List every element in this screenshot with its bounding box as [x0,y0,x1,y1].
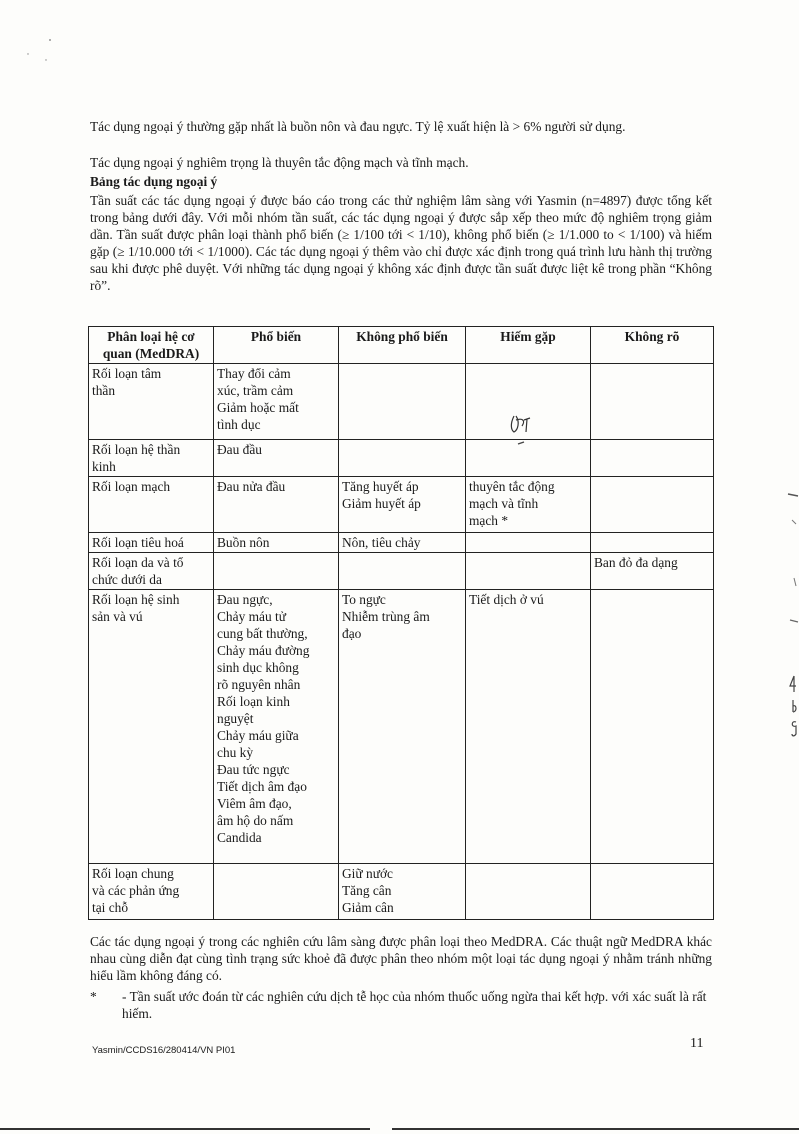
uncommon-cell [339,477,466,533]
unknown-cell [591,533,714,553]
rare-cell [466,590,591,864]
cell-text-line: Rối loạn tiêu hoá [92,535,184,550]
organ-class-cell [89,477,214,533]
unknown-cell [591,864,714,920]
cell-text-line: kinh [92,459,116,474]
cell-text-line: và các phản ứng [92,883,180,898]
rare-cell [466,533,591,553]
cell-text-line: mạch * [469,513,509,528]
organ-class-cell [89,440,214,477]
cell-text-line: Viêm âm đạo, [217,796,292,811]
intro-paragraph-2: Tác dụng ngoại ý nghiêm trọng là thuyên tắc động mạch và tĩnh mạch. [90,155,469,170]
intro-paragraph-1: Tác dụng ngoại ý thường gặp nhất là buồn nôn và đau ngực. Tỷ lệ xuất hiện là > 6% người sử dụng. [90,119,626,134]
cell-text-line: thần [92,383,116,398]
cell-text-line: xúc, trầm cảm [217,383,294,398]
table-row [89,590,714,864]
unknown-cell [591,440,714,477]
common-cell [214,364,339,440]
cell-text-line: Tiết dịch ở vú [469,592,544,607]
unknown-cell [591,590,714,864]
unknown-cell [591,477,714,533]
column-header: Không rõ [591,327,714,364]
cell-text-line: Rối loạn chung [92,866,174,881]
rare-cell [466,477,591,533]
cell-text-line: Chảy máu tử [217,609,286,624]
cell-text-line: thuyên tắc động [469,479,555,494]
common-cell [214,533,339,553]
cell-text-line: Ban đỏ đa dạng [594,555,678,570]
table-row [89,440,714,477]
cell-text-line: Candida [217,830,262,845]
bottom-rule-left [0,1128,370,1130]
column-header: Phân loại hệ cơ quan (MedDRA) [89,327,214,364]
cell-text-line: đạo [342,626,362,641]
rare-cell [466,864,591,920]
column-header: Hiếm gặp [466,327,591,364]
scan-speck-marks [20,30,60,70]
table-body [89,364,714,920]
cell-text-line: Nhiễm trùng âm [342,609,430,624]
handwritten-initials-mark [508,410,534,450]
cell-text-line: Giữ nước [342,866,393,881]
footnote-mark: * [90,989,97,1004]
cell-text-line: Tăng cân [342,883,392,898]
organ-class-cell [89,590,214,864]
cell-text-line: Tăng huyết áp [342,479,419,494]
organ-class-cell [89,364,214,440]
scan-edge-marks [782,490,799,750]
table-row [89,477,714,533]
footnote-text: - Tần suất ước đoán từ các nghiên cứu dịch tễ học của nhóm thuốc uống ngừa thai kết hợp. với xác suất là rất hiếm. [122,989,707,1021]
table-header-row [89,327,714,364]
cell-text-line: chức dưới da [92,572,162,587]
cell-text-line: Rối loạn da và tổ [92,555,184,570]
cell-text-line: Thay đổi cảm [217,366,291,381]
column-header: Phổ biến [214,327,339,364]
cell-text-line: Giảm huyết áp [342,496,421,511]
adverse-reactions-table [88,326,714,920]
organ-class-cell [89,553,214,590]
table-row [89,864,714,920]
after-table-paragraph: Các tác dụng ngoại ý trong các nghiên cứu lâm sàng được phân loại theo MedDRA. Các thuật ngữ MedDRA khác nhau cùng diễn đạt cùng tình trạng sức khoẻ đã được phân theo nhóm một loại tác dụng ngoại ý nhằm tránh những hiểu lầm không đáng có. [90,934,712,983]
cell-text-line: sản và vú [92,609,143,624]
bottom-rule-right [392,1128,799,1130]
cell-text-line: Rối loạn hệ sinh [92,592,180,607]
cell-text-line: Rối loạn hệ thần [92,442,181,457]
uncommon-cell [339,590,466,864]
common-cell [214,440,339,477]
cell-text-line: sinh dục không [217,660,299,675]
cell-text-line: Tiết dịch âm đạo [217,779,307,794]
cell-text-line: Giảm cân [342,900,394,915]
cell-text-line: Đau tức ngực [217,762,290,777]
cell-text-line: Rối loạn mạch [92,479,171,494]
table-heading: Bảng tác dụng ngoại ý [90,174,218,189]
common-cell [214,590,339,864]
uncommon-cell [339,533,466,553]
common-cell [214,477,339,533]
uncommon-cell [339,553,466,590]
common-cell [214,864,339,920]
cell-text-line: To ngực [342,592,386,607]
cell-text-line: tình dục [217,417,261,432]
cell-text-line: Giảm hoặc mất [217,400,299,415]
column-header: Không phổ biến [339,327,466,364]
cell-text-line: cung bất thường, [217,626,308,641]
cell-text-line: nguyệt [217,711,254,726]
table-row [89,364,714,440]
table-row [89,553,714,590]
cell-text-line: Buồn nôn [217,535,270,550]
cell-text-line: Đau ngực, [217,592,273,607]
table-row [89,533,714,553]
footer-document-code: Yasmin/CCDS16/280414/VN PI01 [92,1045,236,1056]
uncommon-cell [339,864,466,920]
cell-text-line: Đau đầu [217,442,262,457]
uncommon-cell [339,364,466,440]
cell-text-line: Chảy máu giữa [217,728,299,743]
cell-text-line: Rối loạn tâm [92,366,162,381]
cell-text-line: mạch và tĩnh [469,496,539,511]
cell-text-line: Chảy máu đường [217,643,310,658]
organ-class-cell [89,533,214,553]
unknown-cell [591,364,714,440]
cell-text-line: Đau nửa đầu [217,479,286,494]
cell-text-line: Rối loạn kinh [217,694,290,709]
unknown-cell [591,553,714,590]
organ-class-cell [89,864,214,920]
page-number: 11 [690,1036,704,1051]
cell-text-line: chu kỳ [217,745,254,760]
cell-text-line: rõ nguyên nhân [217,677,301,692]
rare-cell [466,553,591,590]
description-paragraph: Tần suất các tác dụng ngoại ý được báo cáo trong các thử nghiệm lâm sàng với Yasmin (n=4897) được tổng kết trong bảng dưới đây. Với mỗi nhóm tần suất, các tác dụng ngoại ý được sắp xếp theo mức độ nghiêm trọng giảm dần. Tần suất được phân loại thành phổ biến (≥ 1/100 tới < 1/10), không phổ biến (≥ 1/1.000 to < 1/100) và hiếm gặp (≥ 1/10.000 tới < 1/1000). Các tác dụng ngoại ý thêm vào chỉ được xác định trong quá trình lưu hành thị trường sau khi được phê duyệt. Với những tác dụng ngoại ý không xác định được tần suất được liệt kê trong phần “Không rõ”. [90,193,712,293]
cell-text-line: tại chỗ [92,900,129,915]
common-cell [214,553,339,590]
cell-text-line: Nôn, tiêu chảy [342,535,421,550]
cell-text-line: âm hộ do nấm [217,813,294,828]
uncommon-cell [339,440,466,477]
